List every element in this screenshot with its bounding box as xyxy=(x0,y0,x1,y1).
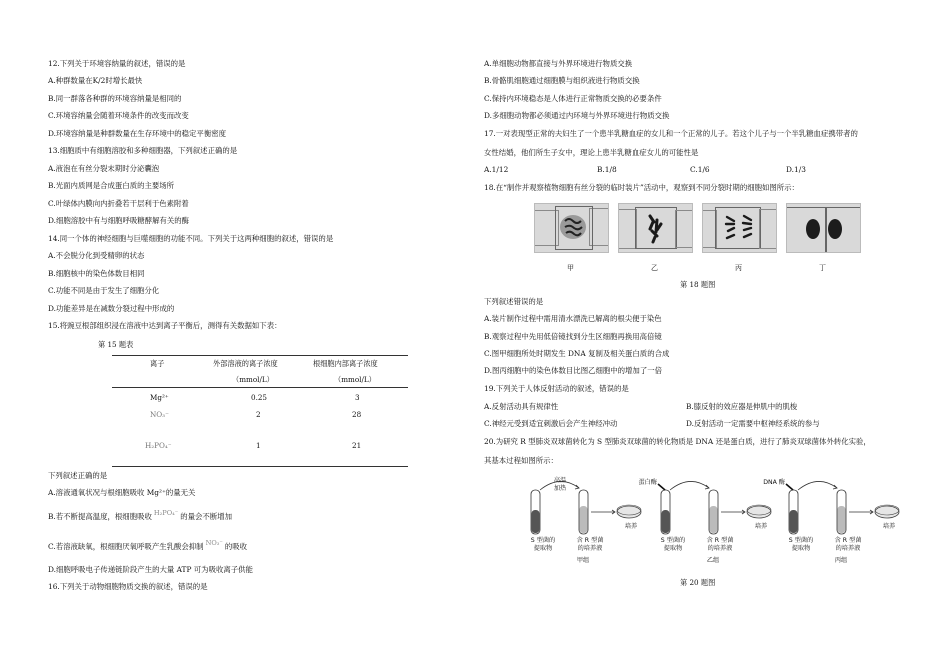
q12-stem: 12.下列关于环境容纳量的叙述，错误的是 xyxy=(48,59,186,68)
q14-option-b: B.细胞核中的染色体数目相同 xyxy=(48,269,145,278)
medium-label: 含 R 型菌 xyxy=(576,537,604,544)
q15-stem: 15.将豌豆根部组织浸在溶液中达到离子平衡后，测得有关数据如下表： xyxy=(48,321,282,330)
q19-option-d: D.反射活动一定需要中枢神经系统的参与 xyxy=(686,419,820,428)
petri-dish xyxy=(875,506,899,518)
q12-option-d: D.环境容纳量是种群数量在生存环境中的稳定平衡密度 xyxy=(48,129,226,138)
q17-stem-line2: 女性结婚，他们所生子女中，理论上患半乳糖血症女儿的可能性是 xyxy=(484,148,699,157)
micrograph-ding xyxy=(786,203,861,253)
q15-option-a: A.溶液通氧状况与根细胞吸收 Mg²⁺的量无关 xyxy=(48,488,196,497)
q13-option-c: C.叶绿体内膜向内折叠若干层利于色素附着 xyxy=(48,199,189,208)
medium-label: 的培养液 xyxy=(577,545,603,552)
culture-label: 培养 xyxy=(754,523,768,530)
extract-label: 提取物 xyxy=(533,545,553,552)
q15-prompt: 下列叙述正确的是 xyxy=(48,471,108,480)
q16-option-a: A.单细胞动物都直接与外界环境进行物质交换 xyxy=(484,59,633,68)
q15-option-c-pre: C.若溶液缺氧，根细胞厌氧呼吸产生乳酸会抑制 xyxy=(48,542,204,551)
table-row-ion: Mg²⁺ xyxy=(150,393,169,402)
extract-label: S 型菌的 xyxy=(660,537,686,544)
extract-tube-liquid xyxy=(532,510,540,533)
q12-option-a: A.种群数量在K/2时增长最快 xyxy=(48,76,143,85)
extract-tube-liquid xyxy=(790,510,798,533)
q15-option-d: D.细胞呼吸电子传递链阶段产生的大量 ATP 可为吸收离子供能 xyxy=(48,565,253,574)
q16-option-b: B.骨骼肌细胞通过细胞膜与组织液进行物质交换 xyxy=(484,76,640,85)
q18-option-d: D.图丙细胞中的染色体数目比图乙细胞中的增加了一倍 xyxy=(484,366,662,375)
q14-option-d: D.功能差异是在减数分裂过程中形成的 xyxy=(48,304,175,313)
q19-stem: 19.下列关于人体反射活动的叙述，错误的是 xyxy=(484,384,629,393)
q15-option-c xyxy=(48,539,248,552)
q13-stem: 13.细胞质中有细胞溶胶和多种细胞器，下列叙述正确的是 xyxy=(48,146,238,155)
q15-option-c-post: 的吸收 xyxy=(224,542,248,551)
table-header-inside: 根细胞内部离子浓度 xyxy=(313,359,378,368)
q18-option-a: A.装片制作过程中需用清水漂洗已解离的根尖便于染色 xyxy=(484,314,662,323)
culture-label: 培养 xyxy=(882,523,896,530)
q16-stem: 16.下列关于动物细胞物质交换的叙述，错误的是 xyxy=(48,582,208,591)
dropper-icon xyxy=(658,484,665,490)
table-row-outside: 1 xyxy=(256,441,261,450)
q14-stem: 14.同一个体的神经细胞与巨噬细胞的功能不同。下列关于这两种细胞的叙述，错误的是 xyxy=(48,234,334,243)
experiment-diagram-svg xyxy=(505,476,925,566)
table-header-outside: 外部溶液的离子浓度 xyxy=(213,359,278,368)
q18-stem: 18.在“制作并观察植物细胞有丝分裂的临时装片”活动中，观察到不同分裂时期的细胞如图所示： xyxy=(484,183,799,192)
medium-label: 含 R 型菌 xyxy=(706,537,734,544)
table-row-ion: NO₃⁻ xyxy=(150,410,169,419)
q18-option-c: C.图甲细胞所处时期发生 DNA 复制及相关蛋白质的合成 xyxy=(484,349,670,358)
extract-label: S 型菌的 xyxy=(788,537,814,544)
medium-label: 的培养液 xyxy=(707,545,733,552)
micrograph-label-yi: 乙 xyxy=(651,264,658,272)
q18-prompt: 下列叙述错误的是 xyxy=(484,297,544,306)
table-row-inside: 28 xyxy=(352,410,362,419)
table-row-inside: 3 xyxy=(355,393,360,402)
q19-option-a: A.反射活动具有规律性 xyxy=(484,402,559,411)
q20-stem-line2: 其基本过程如图所示： xyxy=(484,456,558,465)
q15-option-c-ion: NO₃⁻ xyxy=(205,539,223,547)
extract-label: 提取物 xyxy=(791,545,811,552)
group-name: 丙组 xyxy=(834,557,848,564)
micrograph-jia xyxy=(534,203,609,253)
q17-stem-line1: 17.一对表现型正常的夫妇生了一个患半乳糖血症的女儿和一个正常的儿子。若这个儿子与一个半乳糖血症携带者的 xyxy=(484,129,858,138)
petri-dish xyxy=(617,506,641,518)
medium-tube-liquid xyxy=(580,506,588,533)
medium-tube-liquid xyxy=(710,506,718,533)
q17-option-b: B.1/8 xyxy=(597,165,617,174)
treatment-label: 蛋白酶 xyxy=(638,479,657,486)
group-name: 甲组 xyxy=(576,557,590,564)
group-name: 乙组 xyxy=(706,557,720,564)
q18-option-b: B.观察过程中先用低倍镜找到分生区细胞再换用高倍镜 xyxy=(484,332,662,341)
table-row-inside: 21 xyxy=(352,441,362,450)
q12-option-c: C.环境容纳量会随着环境条件的改变而改变 xyxy=(48,111,189,120)
table-mid-rule xyxy=(112,387,408,388)
treatment-label: 高温 xyxy=(553,477,567,484)
q17-option-d: D.1/3 xyxy=(786,165,806,174)
transfer-arrow xyxy=(798,481,837,490)
q20-stem-line1: 20.为研究 R 型肺炎双球菌转化为 S 型肺炎双球菌的转化物质是 DNA 还是蛋白质，进行了肺炎双球菌体外转化实验， xyxy=(484,437,871,446)
table-bottom-rule xyxy=(112,466,408,467)
q16-option-d: D.多细胞动物都必须通过内环境与外界环境进行物质交换 xyxy=(484,111,670,120)
q16-option-c: C.保持内环境稳态是人体进行正常物质交换的必要条件 xyxy=(484,94,662,103)
q13-option-d: D.细胞溶胶中有与细胞呼吸糖酵解有关的酶 xyxy=(48,216,190,225)
table-header-ion: 离子 xyxy=(150,359,165,368)
treatment-label: 加热 xyxy=(553,485,567,492)
table-unit-inside: （mmol/L） xyxy=(334,375,376,384)
treatment-label: DNA 酶 xyxy=(763,479,785,486)
q19-option-c: C.神经元受到适宜刺激后会产生神经冲动 xyxy=(484,419,618,428)
q15-table-caption: 第 15 题表 xyxy=(98,340,134,349)
q12-option-b: B.同一群落各种群的环境容纳量是相同的 xyxy=(48,94,182,103)
culture-label: 培养 xyxy=(624,523,638,530)
dropper-icon xyxy=(786,484,793,490)
q14-option-a: A.不会脱分化到受精卵的状态 xyxy=(48,251,145,260)
q19-option-b: B.膝反射的效应器是伸肌中的肌梭 xyxy=(686,402,798,411)
table-top-rule xyxy=(112,355,408,356)
q17-option-c: C.1/6 xyxy=(690,165,710,174)
medium-label: 含 R 型菌 xyxy=(834,537,862,544)
micrograph-label-bing: 丙 xyxy=(735,264,742,272)
q15-option-b-ion: H₂PO₄⁻ xyxy=(153,509,179,517)
petri-dish xyxy=(747,506,771,518)
q14-option-c: C.功能不同是由于发生了细胞分化 xyxy=(48,286,160,295)
medium-label: 的培养液 xyxy=(835,545,861,552)
q13-option-b: B.光面内质网是合成蛋白质的主要场所 xyxy=(48,181,175,190)
q17-option-a: A.1/12 xyxy=(484,165,509,174)
q15-option-b-post: 的量会不断增加 xyxy=(180,512,232,521)
micrograph-yi xyxy=(618,203,693,253)
extract-label: S 型菌的 xyxy=(530,537,556,544)
table-row-ion: H₂PO₄⁻ xyxy=(145,441,172,450)
micrograph-bing xyxy=(702,203,777,253)
experiment-diagram xyxy=(505,476,925,566)
table-row-outside: 2 xyxy=(256,410,261,419)
q13-option-a: A.液泡在有丝分裂末期时分泌囊泡 xyxy=(48,164,160,173)
extract-label: 提取物 xyxy=(663,545,683,552)
table-row-outside: 0.25 xyxy=(251,393,268,402)
transfer-arrow xyxy=(670,481,709,490)
table-unit-outside: （mmol/L） xyxy=(232,375,274,384)
q18-figure-caption: 第 18 题图 xyxy=(680,280,716,289)
q15-option-b-pre: B.若不断提高温度，根细胞吸收 xyxy=(48,512,152,521)
micrograph-label-jia: 甲 xyxy=(567,264,574,272)
q15-option-b xyxy=(48,509,232,522)
medium-tube-liquid xyxy=(838,506,846,533)
q20-figure-caption: 第 20 题图 xyxy=(680,578,716,587)
micrograph-label-ding: 丁 xyxy=(819,264,826,272)
extract-tube-liquid xyxy=(662,510,670,533)
